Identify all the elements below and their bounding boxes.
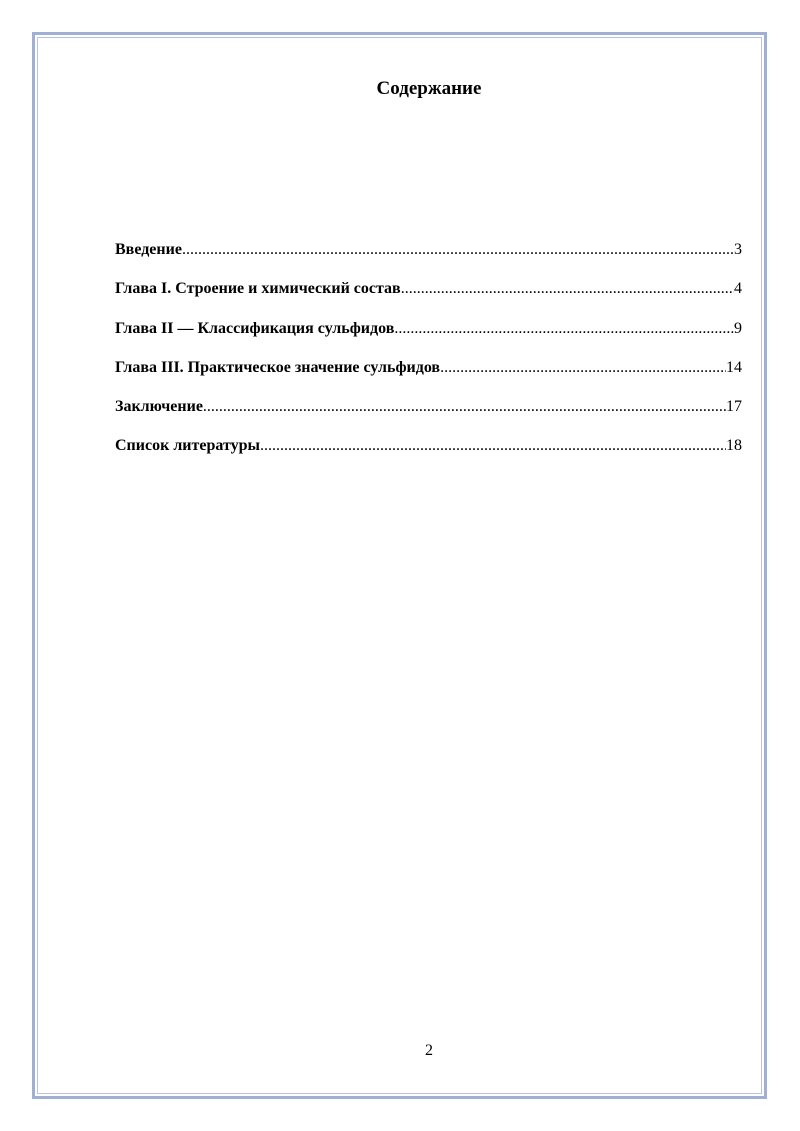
toc-entry-bibliography[interactable] <box>115 435 742 474</box>
toc-leader-dots <box>203 396 726 418</box>
toc-entry-label: Глава II — Классификация сульфидов <box>115 319 395 337</box>
toc-entry-page: 14 <box>726 358 742 376</box>
toc-entry-page: 3 <box>734 241 742 258</box>
toc-entry-page: 9 <box>734 319 742 337</box>
toc-leader-dots <box>394 318 734 340</box>
toc-entry-label: Глава I. Строение и химический состав <box>115 280 401 298</box>
toc-entry-label: Список литературы <box>115 437 260 455</box>
toc-leader-dots <box>182 239 734 261</box>
toc-leader-dots <box>260 435 726 457</box>
page-number: 2 <box>425 1042 433 1059</box>
toc-entry-page: 4 <box>734 280 742 298</box>
toc-entry-chapter-1[interactable] <box>115 278 742 317</box>
toc-entry-label: Глава III. Практическое значение сульфидов <box>115 358 441 376</box>
toc-entry-page: 17 <box>726 398 742 416</box>
page-border-inner <box>37 37 762 1094</box>
toc-entry-page: 18 <box>726 437 742 455</box>
toc-leader-dots <box>440 357 726 379</box>
toc-leader-dots <box>401 278 734 300</box>
toc-entry-label: Заключение <box>115 398 203 416</box>
toc-entry-introduction[interactable] <box>115 239 742 278</box>
toc-entry-conclusion[interactable] <box>115 396 742 435</box>
toc-entry-chapter-3[interactable] <box>115 357 742 396</box>
table-of-contents <box>115 239 742 475</box>
page-title: Содержание <box>376 78 482 99</box>
toc-entry-chapter-2[interactable] <box>115 318 742 357</box>
toc-entry-label: Введение <box>115 241 182 258</box>
